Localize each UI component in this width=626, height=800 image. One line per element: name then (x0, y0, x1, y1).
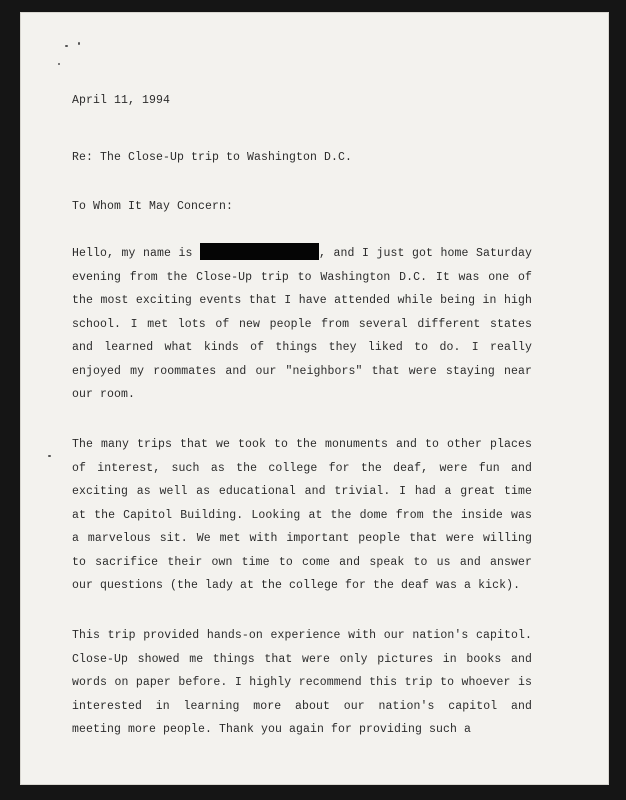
ink-speck (58, 63, 60, 65)
letter-page (20, 12, 609, 785)
paragraph-2: The many trips that we took to the monuments and to other places of interest, such as the college for the deaf, were fun and exciting as well as educational and trivial. I had a great time at the Capitol Building. Looking at the dome from the inside was a marvelous sit. We met with important people that were willing to sacrifice their own time to come and speak to us and answer our questions (the lady at the college for the deaf was a kick). (72, 438, 532, 592)
ink-speck (78, 42, 80, 45)
ink-speck (48, 455, 51, 457)
paragraph-1-rest: , and I just got home Saturday evening from the Close-Up trip to Washington D.C. It was one of the most exciting events that I have attended while being in high school. I met lots of new people from several different states and learned what kinds of things they liked to do. I really enjoyed my roommates and our "neighbors" that were staying near our room. (72, 247, 532, 401)
paragraph-1 (72, 242, 532, 407)
letter-subject: Re: The Close-Up trip to Washington D.C. (72, 151, 353, 164)
paragraph-1-start: Hello, my name is (72, 247, 193, 260)
paragraph-3: This trip provided hands-on experience with our nation's capitol. Close-Up showed me things that were only pictures in books and words on paper before. I highly recommend this trip to whoever is interested in learning more about our nation's capitol and meeting more people. Thank you again for providing such a (72, 629, 532, 736)
ink-speck (65, 45, 68, 47)
letter-salutation: To Whom It May Concern: (72, 200, 234, 213)
redaction-bar (200, 243, 319, 260)
letter-date: April 11, 1994 (72, 94, 171, 107)
